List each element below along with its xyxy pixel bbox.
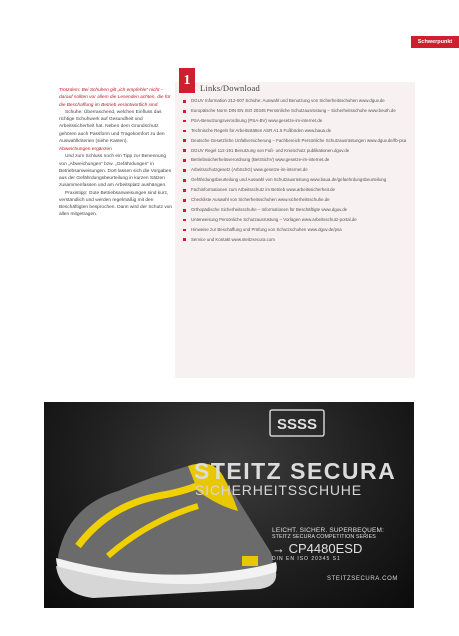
link-item[interactable]: Technische Regeln für Arbeitsstätten ASR A1.5 Fußböden www.baua.de — [183, 128, 409, 134]
section-tab: Schwerpunkt — [411, 36, 459, 48]
article-paragraph-2: Und zum Schluss noch ein Tipp zur Benennung von „Abweichungen“ bzw. „Gefährdungen“ in Betriebsanweisungen. Dort lassen sich die Vorgaben aus der Gefährdungsbeurteilung in kurzen Sätzen zusammenfassen und am Arbeitsplatz aushängen. — [59, 154, 172, 189]
link-item[interactable]: Hinweise zur Beschaffung und Prüfung von Schutzschuhen www.dguv.de/psa — [183, 227, 409, 233]
promo-model-line — [272, 541, 408, 556]
brand-logo-icon — [268, 408, 326, 438]
article-subhead: Abweichungen ergänzen — [59, 147, 112, 152]
link-item[interactable]: Betriebssicherheitsverordnung (BetrSichV) www.gesetze-im-internet.de — [183, 157, 409, 163]
link-item[interactable]: Orthopädische Sicherheitsschuhe – Informationen für Beschäftigte www.dguv.de — [183, 207, 409, 213]
link-item[interactable]: Europäische Norm DIN EN ISO 20345 Persönliche Schutzausrüstung – Sicherheitsschuhe www.beuth.de — [183, 108, 409, 114]
ad-promo-block — [272, 527, 408, 562]
link-item[interactable]: Fachinformationen zum Arbeitsschutz im Betrieb www.arbeitssicherheit.de — [183, 187, 409, 193]
link-item[interactable]: Unterweisung Persönliche Schutzausrüstung – Vorlagen www.arbeitsschutz-portal.de — [183, 217, 409, 223]
article-paragraph-3: Praxistipp: Gute Betriebsanweisungen sind kurz, verständlich und werden regelmäßig mit den Beschäftigten besprochen. Dann wird der Schutz von allen mitgetragen. — [59, 190, 173, 218]
ad-subtitle: SICHERHEITSSCHUHE — [195, 482, 362, 498]
arrow-right-icon: → — [272, 541, 285, 556]
link-item[interactable]: Checkliste Auswahl von Sicherheitsschuhen www.sicherheitsschuhe.de — [183, 197, 409, 203]
promo-series: STEITZ SECURA COMPETITION SERIES — [272, 534, 376, 540]
links-list — [183, 98, 409, 247]
link-item[interactable]: PSA-Benutzungsverordnung (PSA-BV) www.gesetze-im-internet.de — [183, 118, 409, 124]
link-item[interactable]: Gefährdungsbeurteilung und Auswahl von Schutzausrüstung www.baua.de/gefaehrdungsbeurteilung — [183, 177, 409, 183]
links-box-title: Links/Download — [200, 83, 260, 93]
promo-norm: DIN EN ISO 20345 S1 — [272, 556, 341, 562]
brand-logo-text: SSSS — [276, 416, 318, 433]
link-item[interactable]: Deutsche Gesetzliche Unfallversicherung – Fachbereich Persönliche Schutzausrüstungen www.dguv.de/fb-psa — [183, 138, 409, 144]
advertisement[interactable] — [44, 402, 414, 608]
link-item[interactable]: DGUV Information 212-007 Schuhe: Auswahl und Benutzung von Sicherheitsschuhen www.dguv.de — [183, 98, 409, 104]
links-box-number: 1 — [179, 68, 195, 93]
promo-claim: LEICHT. SICHER. SUPERBEQUEM: — [272, 527, 385, 534]
article-column — [59, 87, 173, 219]
ad-brand-name: STEITZ SECURA — [194, 458, 397, 484]
link-item[interactable]: Service und Kontakt www.steitzsecura.com — [183, 237, 409, 243]
article-lead: Trotzdem: Bei Schuhen gilt „ich empfehle“ nicht – darauf sollten vor allem die Lesenden achten, die für die Beschaffung im Betrieb verantwortlich sind. — [59, 88, 171, 108]
ad-website-link[interactable]: STEITZSECURA.COM — [327, 576, 398, 582]
link-item[interactable]: Arbeitsschutzgesetz (ArbSchG) www.gesetze-im-internet.de — [183, 167, 409, 173]
link-item[interactable]: DGUV Regel 112-191 Benutzung von Fuß- und Knieschutz publikationen.dguv.de — [183, 148, 409, 154]
promo-model: CP4480ESD — [288, 541, 363, 556]
article-paragraph-1: Schuhe: Überraschend, welchen Einfluss das richtige Schuhwerk auf Gesundheit und Arbeitssicherheit hat. Neben dem Grundschutz gehören auch Passform und Tragekomfort zu den Auswahlkriterien (siehe Kasten). — [59, 109, 165, 144]
